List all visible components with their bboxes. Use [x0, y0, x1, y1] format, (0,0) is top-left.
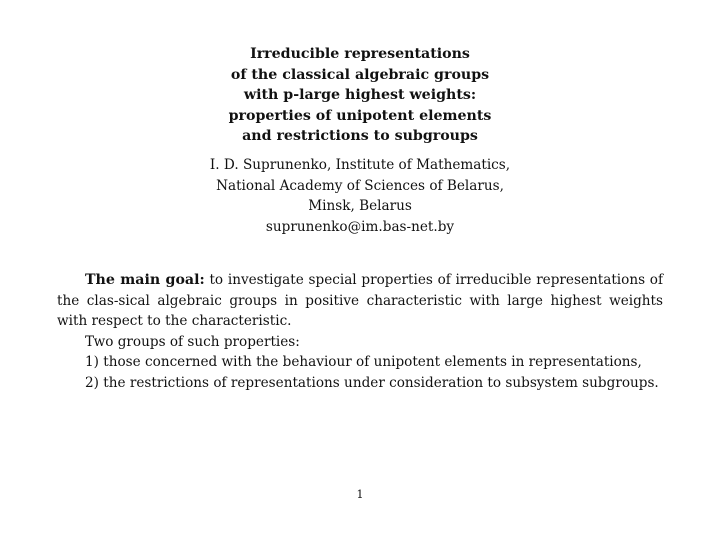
author-block	[0, 155, 720, 237]
paper-title	[0, 44, 720, 147]
groups-intro: Two groups of such properties:	[85, 333, 300, 350]
main-goal-text: to investigate special properties of irreducible representations of the clas-sical algebraic groups in positive characteristic with large highest weights with respect to the characteristic.	[57, 272, 663, 329]
author-city: Minsk, Belarus	[308, 198, 412, 214]
main-goal-label: The main goal:	[85, 272, 205, 288]
title-line: and restrictions to subgroups	[242, 128, 478, 144]
author-academy: National Academy of Sciences of Belarus,	[216, 177, 504, 194]
list-item-1: 1) those concerned with the behaviour of unipotent elements in representations,	[85, 354, 642, 370]
title-line: of the classical algebraic groups	[230, 66, 490, 83]
title-line: properties of unipotent elements	[228, 107, 492, 124]
main-goal-paragraph	[57, 270, 663, 332]
title-line: with p-large highest weights:	[243, 87, 477, 103]
author-email: suprunenko@im.bas-net.by	[265, 218, 455, 235]
list-item-2: 2) the restrictions of representations under consideration to subsystem subgroups.	[85, 374, 659, 391]
body-text	[57, 270, 663, 393]
page-number: 1	[356, 488, 364, 501]
title-line: Irreducible representations	[250, 46, 470, 62]
author-affiliation: I. D. Suprunenko, Institute of Mathematics,	[209, 157, 511, 173]
